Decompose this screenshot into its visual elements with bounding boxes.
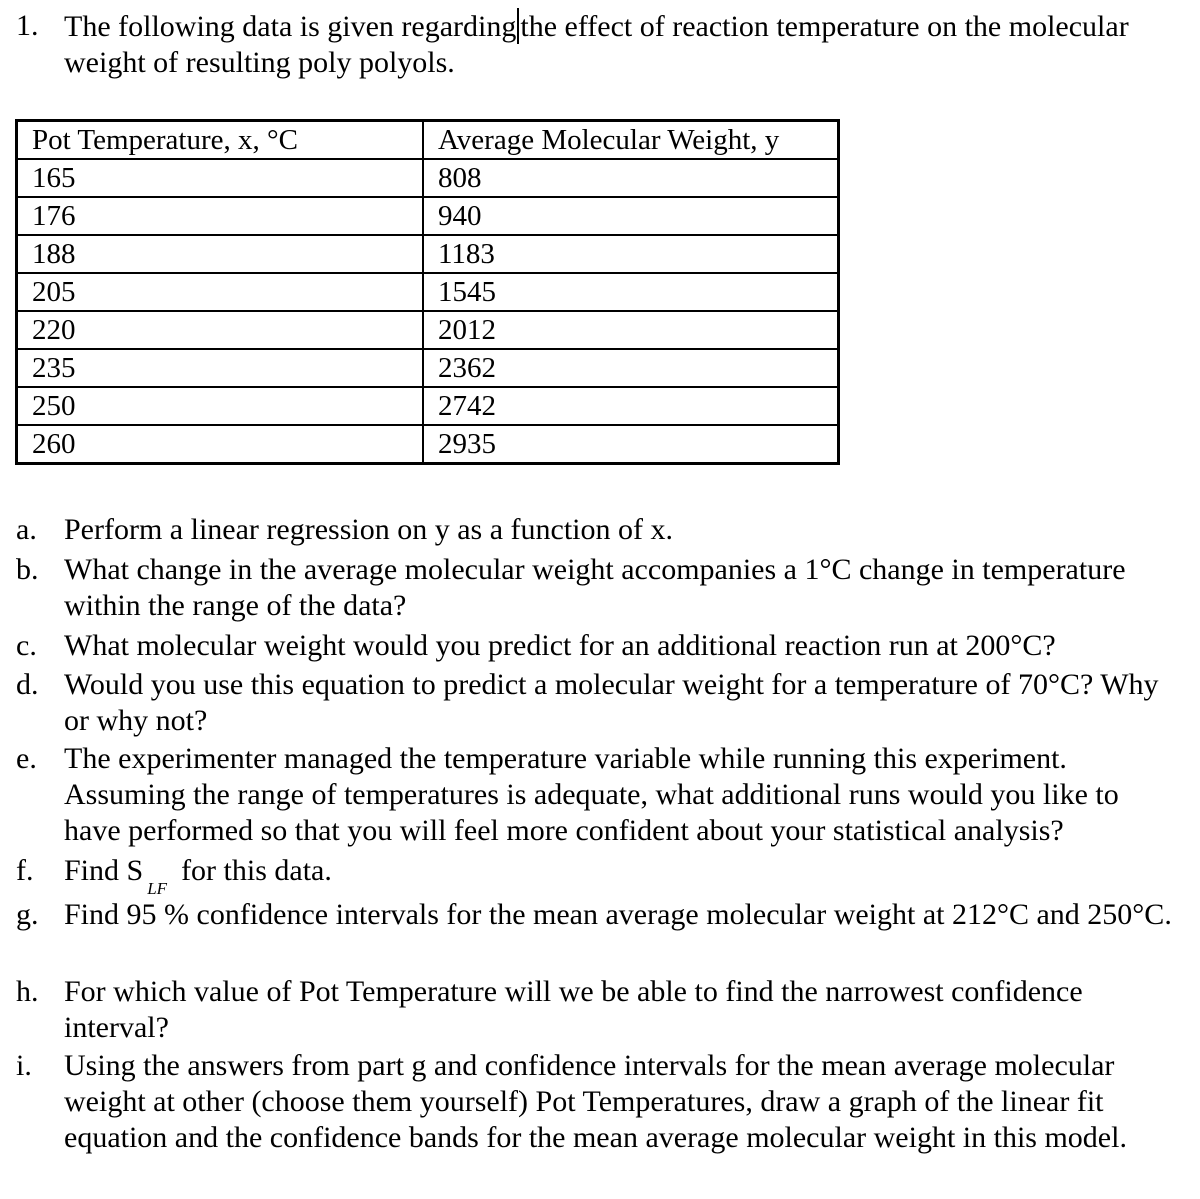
cell-weight: 940 — [423, 197, 839, 235]
cell-temperature: 250 — [17, 387, 424, 425]
data-table — [15, 119, 840, 465]
part-text — [64, 853, 1182, 898]
cell-temperature: 165 — [17, 159, 424, 197]
cell-weight: 1183 — [423, 235, 839, 273]
part-label: i. — [16, 1049, 32, 1082]
part-text: Find 95 % confidence intervals for the mean average molecular weight at 212°C and 250°C. — [64, 898, 1172, 931]
part-label: g. — [16, 898, 39, 931]
question-number: 1. — [16, 9, 39, 42]
table-row — [17, 349, 839, 387]
table-row — [17, 311, 839, 349]
table-row — [17, 273, 839, 311]
question-text-start: The following data is given regarding — [64, 10, 517, 43]
header-pot-temperature: Pot Temperature, x, °C — [17, 121, 424, 160]
part-text: What change in the average molecular weight accompanies a 1°C change in temperature within the range of the data? — [64, 553, 1126, 622]
table-row — [17, 387, 839, 425]
part-text: For which value of Pot Temperature will we be able to find the narrowest confidence interval? — [64, 975, 1083, 1044]
cell-weight: 808 — [423, 159, 839, 197]
part-text: Using the answers from part g and confidence intervals for the mean average molecular weight at other (choose them yourself) Pot Temperatures, draw a graph of the linear fit equation and the confidence bands for the mean average molecular weight in this model. — [64, 1049, 1127, 1154]
question-text-end: the effect of reaction temperature on the molecular weight of resulting poly polyols. — [64, 10, 1129, 79]
part-label: h. — [16, 975, 39, 1008]
cell-weight: 1545 — [423, 273, 839, 311]
cell-temperature: 176 — [17, 197, 424, 235]
cell-weight: 2742 — [423, 387, 839, 425]
part-text: Would you use this equation to predict a molecular weight for a temperature of 70°C? Why or why not? — [64, 668, 1159, 737]
table-row — [17, 235, 839, 273]
part-label: e. — [16, 742, 37, 775]
cell-weight: 2012 — [423, 311, 839, 349]
part-label: a. — [16, 513, 37, 546]
part-label: d. — [16, 668, 39, 701]
cell-temperature: 235 — [17, 349, 424, 387]
cell-weight: 2362 — [423, 349, 839, 387]
cell-weight: 2935 — [423, 425, 839, 464]
part-label: f. — [16, 854, 34, 887]
subscript-lf: LF — [147, 879, 168, 898]
table-row — [17, 197, 839, 235]
header-average-molecular-weight: Average Molecular Weight, y — [423, 121, 839, 160]
part-f-text-end: for this data. — [181, 854, 332, 887]
cell-temperature: 205 — [17, 273, 424, 311]
table-row — [17, 425, 839, 464]
cell-temperature: 188 — [17, 235, 424, 273]
part-label: c. — [16, 629, 37, 662]
part-f-text-start: Find S — [64, 854, 144, 887]
part-text: Perform a linear regression on y as a function of x. — [64, 513, 673, 546]
question-text — [64, 8, 1174, 81]
part-text: The experimenter managed the temperature variable while running this experiment. Assuming the range of temperatures is adequate, what additional runs would you like to have performed so that you will feel more confident about your statistical analysis? — [64, 742, 1119, 847]
part-text: What molecular weight would you predict for an additional reaction run at 200°C? — [64, 629, 1056, 662]
cell-temperature: 220 — [17, 311, 424, 349]
cell-temperature: 260 — [17, 425, 424, 464]
table-header-row — [17, 121, 839, 160]
table-row — [17, 159, 839, 197]
part-label: b. — [16, 553, 39, 586]
